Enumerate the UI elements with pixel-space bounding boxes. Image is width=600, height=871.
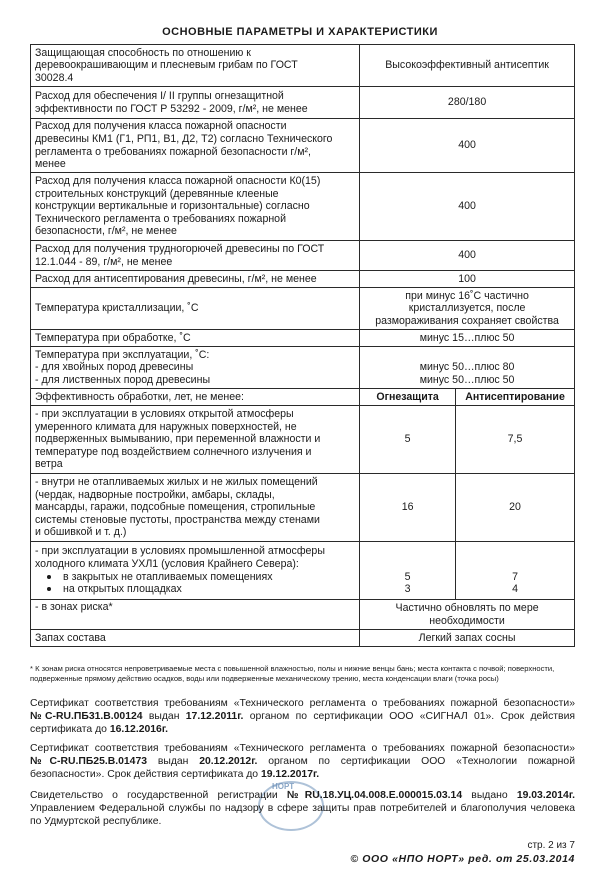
row-value: 20 [456,474,575,542]
row-label [31,347,360,389]
row-value: 400 [360,241,575,271]
row-value [360,542,456,600]
bullet-icon [47,575,51,579]
table-row [31,389,575,406]
bullet-item [35,583,355,596]
table-row [31,600,575,630]
bullet-label: в закрытых не отапливаемых помещениях [63,570,273,583]
row-subvalue: 3 [404,583,411,596]
row-label: Расход для получения класса пожарной опасности древесины КМ1 (Г1, РП1, В1, Д2, Т2) согласно Технического регламента о требованиях пожарной безопасности г/м², менее [31,119,360,173]
row-value: Высокоэффективный антисептик [360,45,575,87]
table-row [31,330,575,347]
registration-certificate [30,789,575,828]
table-row [31,87,575,119]
row-label: - в зонах риска* [31,600,360,630]
row-label: - внутри не отапливаемых жилых и не жилых помещений (чердак, надворные постройки, амбары, склады, мансарды, гаражи, подсобные помещения, стропильные системы стеновые пустоты, пространства между стенами и обшивкой и т. д.) [31,474,360,542]
column-header: Огнезащита [360,389,456,406]
cert-text: выдан [147,756,200,767]
row-value: при минус 16˚С частично кристаллизуется, после размораживания сохраняет свойства [360,288,575,330]
row-subvalue: минус 50…плюс 80 [419,361,515,374]
cert-text: Управлением Федеральной службы по надзору в сфере защиты прав потребителей и благополучия человека по Удмуртской республике. [30,803,575,827]
row-value: 400 [360,173,575,241]
row-value [456,542,575,600]
row-subvalue: 4 [512,583,518,596]
table-row [31,406,575,474]
row-value: 400 [360,119,575,173]
row-label-title: Температура при эксплуатации, ˚С: [35,348,210,361]
cert-date: 19.03.2014г. [516,790,576,801]
row-value: 7,5 [456,406,575,474]
bullet-item [35,571,355,584]
column-header: Антисептирование [456,389,575,406]
table-row [31,45,575,87]
row-subvalue: минус 50…плюс 50 [419,373,515,386]
row-subvalue: 5 [404,570,411,583]
footer-copyright: © ООО «НПО НОРТ» ред. от 25.03.2014 [350,853,575,865]
cert-number: №С-RU.ПБ31.В.00124 [30,711,143,722]
cert-text: органом по сертификации ООО «Технологии пожарной безопасности». Срок действия сертификата до [30,756,576,780]
row-label: Температура кристаллизации, ˚С [31,288,360,330]
row-label: Расход для антисептирования древесины, г/м², не менее [31,271,360,288]
row-value: 280/180 [360,87,575,119]
row-label: Температура при обработке, ˚С [31,330,360,347]
row-label: Запах состава [31,630,360,647]
cert-text: выдан [142,711,186,722]
bullet-icon [47,587,51,591]
table-row [31,347,575,389]
row-sublabel: - для хвойных пород древесины [35,361,194,374]
row-label: - при эксплуатации в условиях открытой атмосферы умеренного климата для наружных поверхностей, не подверженных вымыванию, при переменной влажности и температуре под воздействием солнечного излучения и ветра [31,406,360,474]
row-value [360,347,575,389]
table-row [31,271,575,288]
table-row [31,119,575,173]
row-label [31,542,360,600]
row-value: 5 [360,406,456,474]
certificate-2 [30,742,575,781]
row-label: Расход для получения трудногорючей древесины по ГОСТ 12.1.044 - 89, г/м², не менее [31,241,360,271]
table-row [31,288,575,330]
cert-text: Сертификат соответствия требованиям «Технического регламента о требованиях пожарной безопасности» [30,698,575,709]
cert-date: 20.12.2012г. [199,756,258,767]
row-sublabel: - для лиственных пород древесины [35,373,211,386]
stamp-text: НОРТ [272,782,295,791]
cert-date: 19.12.2017г. [260,769,320,780]
cert-date: 16.12.2016г. [109,724,168,735]
cert-text: Сертификат соответствия требованиям «Технического регламента о требованиях пожарной безопасности» [30,743,575,754]
row-label: Защищающая способность по отношению к деревоокрашивающим и плесневым грибам по ГОСТ 30028.4 [31,45,360,87]
row-label: Расход для получения класса пожарной опасности К0(15) строительных конструкций (деревянные клееные конструкции вертикальные и горизонтальные) согласно Технического регламента о требованиях пожарной безопасности, г/м², не менее [31,173,360,241]
table-row [31,241,575,271]
row-label-title: - при эксплуатации в условиях промышленной атмосферы холодного климата УХЛ1 (условия Крайнего Севера): [35,545,325,570]
parameters-table [30,44,575,647]
cert-date: 17.12.2011г. [185,711,244,722]
bullet-label: на открытых площадках [63,583,182,596]
certificate-1 [30,697,575,736]
row-value: 100 [360,271,575,288]
row-value: Частично обновлять по мере необходимости [360,600,575,630]
row-label: Эффективность обработки, лет, не менее: [31,389,360,406]
row-label: Расход для обеспечения I/ II группы огнезащитной эффективности по ГОСТ Р 53292 - 2009, г/м², не менее [31,87,360,119]
page-number: стр. 2 из 7 [527,840,575,851]
table-row [31,542,575,600]
cert-text: органом по сертификации ООО «СИГНАЛ 01». Срок действия сертификата до [30,711,576,735]
cert-text: Свидетельство о государственной регистрации [30,790,287,801]
row-value: 16 [360,474,456,542]
cert-text: выдано [462,790,517,801]
table-row [31,173,575,241]
page-title: ОСНОВНЫЕ ПАРАМЕТРЫ И ХАРАКТЕРИСТИКИ [162,26,438,38]
row-value: минус 15…плюс 50 [360,330,575,347]
table-row [31,474,575,542]
cert-number: №RU.18.УЦ.04.008.Е.000015.03.14 [286,790,463,801]
cert-number: №С-RU.ПБ25.В.01473 [30,756,148,767]
row-subvalue: 7 [512,570,518,583]
footnote: * К зонам риска относятся непроветриваемые места с повышенной влажностью, полы и нижние венцы бань; места контакта с почвой; поверхности, подверженные прямому действию осадков, воды или подверженные механическому трению, места конденсации влаги (точка росы) [30,664,555,683]
row-value: Легкий запах сосны [360,630,575,647]
table-row [31,630,575,647]
